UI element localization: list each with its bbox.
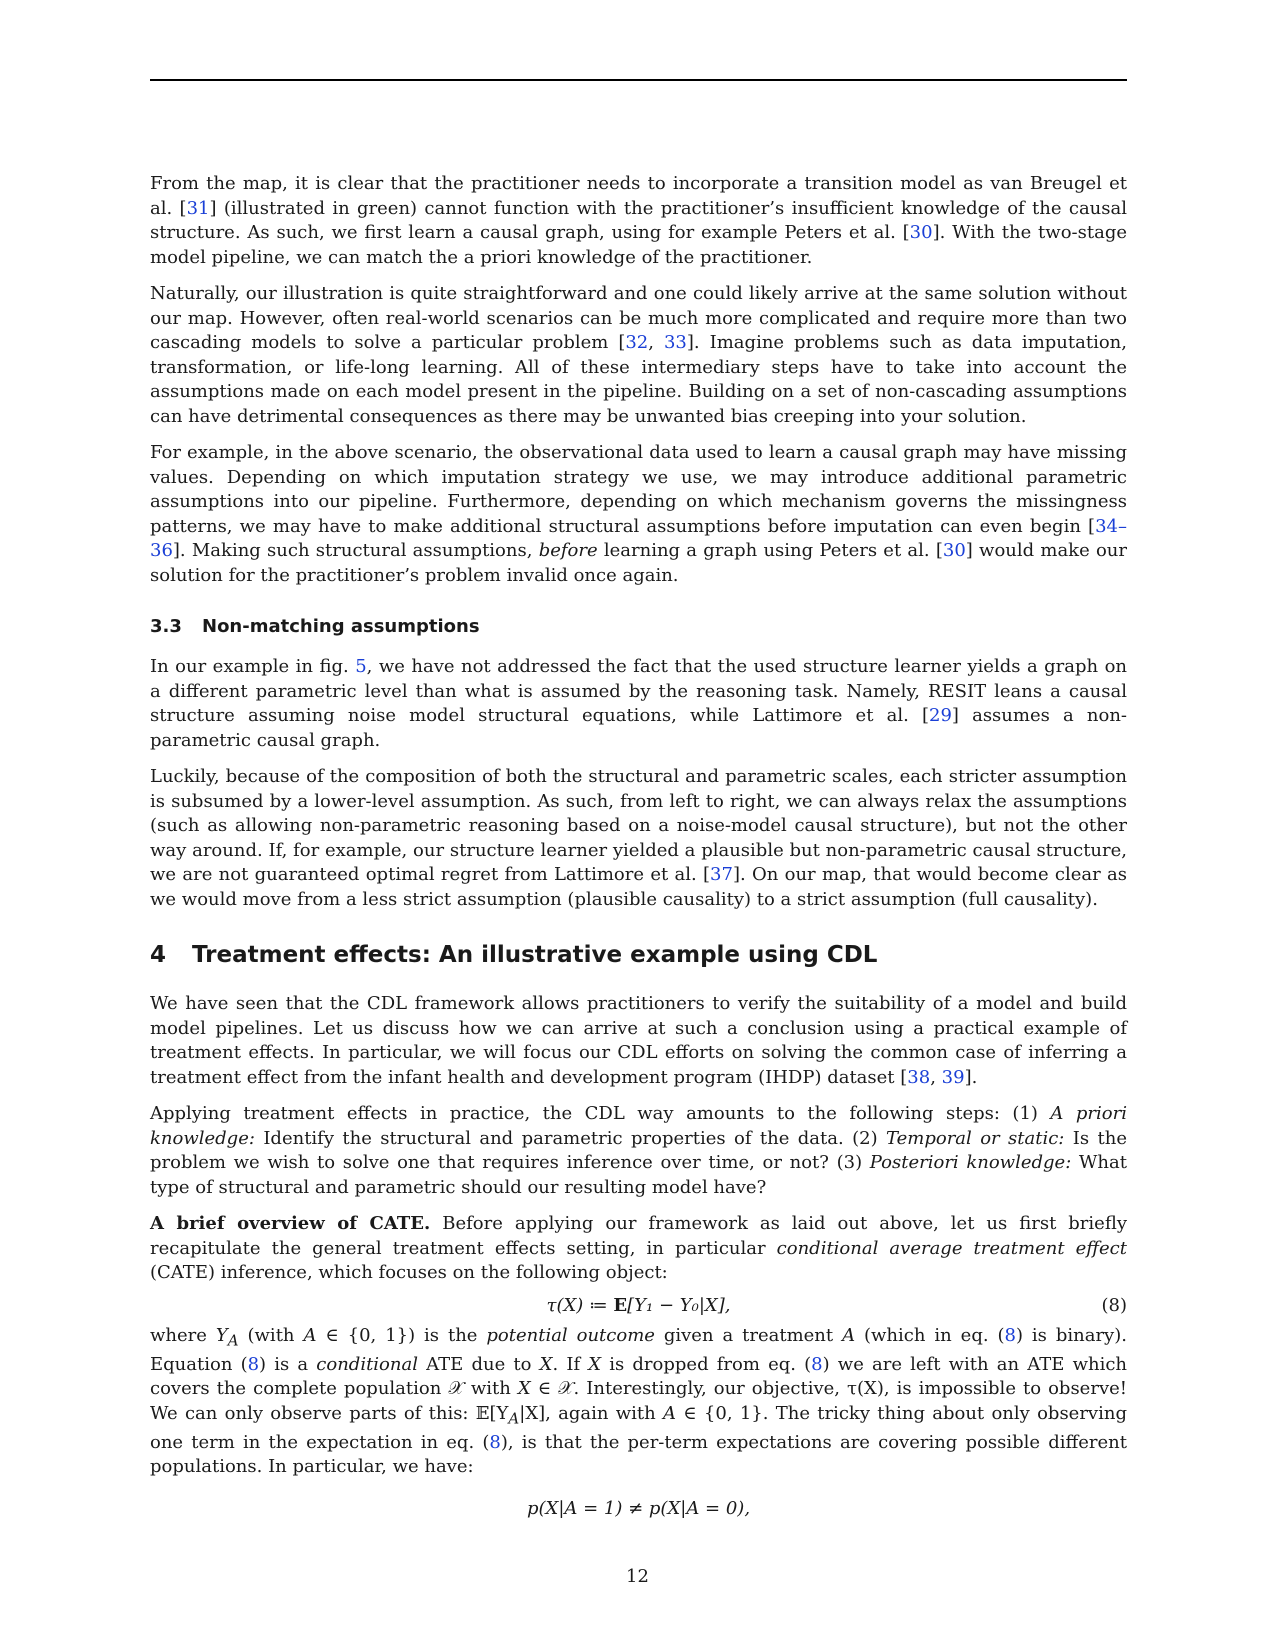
citation-link[interactable]: 31 xyxy=(186,197,210,219)
paragraph-missing-values: For example, in the above scenario, the observational data used to learn a causal graph may have missing values. Depending on which imputation strategy we use, we may introduce additional parametric assumptions into our pipeline. Furthermore, depending on which mechanism governs the missingness patterns, we may have to make additional structural assumptions before imputation can even begin [34–36]. Making such structural assumptions, before learning a graph using Peters et al. [30] would make our solution for the practitioner’s problem invalid once again. xyxy=(150,442,1127,586)
equation-link[interactable]: 8 xyxy=(1004,1324,1016,1346)
equation-link[interactable]: 8 xyxy=(489,1431,501,1453)
citation-link[interactable]: 38 xyxy=(907,1066,931,1088)
paragraph-cate-overview: A brief overview of CATE. Before applying our framework as laid out above, let us first briefly recapitulate the general treatment effects setting, in particular conditional average treatment effect (CATE) inference, which focuses on the following object: xyxy=(150,1213,1127,1283)
paragraph-potential-outcome: where $Y_A$ (with A ∈ {0, 1}) is the potential outcome given a treatment A (which in eq. (8) is binary). Equation (8) is a conditional ATE due to X. If X is dropped from eq. (8) we are left with an ATE which covers the complete population 𝒳 with X ∈ 𝒳. Interestingly, our objective, τ(X), is impossible to observe! We can only observe parts of this: $𝔼[Y_A|X]$, again with A ∈ {0, 1}. The tricky thing about only observing one term in the expectation in eq. (8), is that the per-term expectations are covering possible different populations. In particular, we have: xyxy=(150,1324,1127,1478)
page-body xyxy=(150,172,1127,1519)
paragraph-non-matching: In our example in fig. 5, we have not addressed the fact that the used structure learner yields a graph on a different parametric level than what is assumed by the reasoning task. Namely, RESIT leans a causal structure assuming noise model structural equations, while Lattimore et al. [29] assumes a non-parametric causal graph. xyxy=(150,656,1128,751)
figure-link[interactable]: 5 xyxy=(355,656,367,677)
paragraph-relax-assumptions: Luckily, because of the composition of both the structural and parametric scales, each stricter assumption is subsumed by a lower-level assumption. As such, from left to right, we can always relax the assumptions (such as allowing non-parametric reasoning based on a noise-model causal structure), but not the other way around. If, for example, our structure learner yielded a plausible but non-parametric causal structure, we are not guaranteed optimal regret from Lattimore et al. [37]. On our map, that would become clear as we would move from a less strict assumption (plausible causality) to a strict assumption (full causality). xyxy=(150,766,1127,910)
paragraph-lead: A brief overview of CATE. xyxy=(150,1213,431,1234)
citation-link[interactable]: 30 xyxy=(942,540,966,561)
equation-number: (8) xyxy=(1101,1294,1127,1316)
section-heading-4 xyxy=(150,942,1127,968)
citation-link[interactable]: 29 xyxy=(929,705,952,726)
equation-link[interactable]: 8 xyxy=(811,1353,823,1375)
section-number: 4 xyxy=(150,942,167,968)
section-title: Treatment effects: An illustrative example using CDL xyxy=(192,942,878,968)
section-heading-3-3 xyxy=(150,616,1127,637)
paragraph-cdl-steps: Applying treatment effects in practice, the CDL way amounts to the following steps: (1) A priori knowledge: Identify the structural and parametric properties of the data. (2) Temporal or static: Is the problem we wish to solve one that requires inference over time, or not? (3) Posteriori knowledge: What type of structural and parametric should our resulting model have? xyxy=(150,1103,1127,1198)
header-rule xyxy=(150,79,1127,81)
section-number: 3.3 xyxy=(150,616,182,637)
citation-link[interactable]: 39 xyxy=(941,1066,965,1088)
citation-link[interactable]: 34–36 xyxy=(150,515,1127,561)
equation-8: τ(X) ≔ E[Y₁ − Y₀|X], (8) xyxy=(546,1294,1127,1316)
section-title: Non-matching assumptions xyxy=(202,616,480,637)
paragraph-cascading-models: Naturally, our illustration is quite straightforward and one could likely arrive at the same solution without our map. However, often real-world scenarios can be much more complicated and require more than two cascading models to solve a particular problem [32, 33]. Imagine problems such as data imputation, transformation, or life-long learning. All of these intermediary steps have to take into account the assumptions made on each model present in the pipeline. Building on a set of non-cascading assumptions can have detrimental consequences as there may be unwanted bias creeping into your solution. xyxy=(150,283,1127,427)
citation-link[interactable]: 37 xyxy=(710,864,733,885)
equation-link[interactable]: 8 xyxy=(247,1353,260,1375)
citation-link[interactable]: 30 xyxy=(909,222,933,243)
equation-population-inequality: p(X|A = 1) ≠ p(X|A = 0), xyxy=(526,1497,751,1519)
paragraph-map-transition: From the map, it is clear that the practitioner needs to incorporate a transition model as van Breugel et al. [31] (illustrated in green) cannot function with the practitioner’s insufficient knowledge of the causal structure. As such, we first learn a causal graph, using for example Peters et al. [30]. With the two-stage model pipeline, we can match the a priori knowledge of the practitioner. xyxy=(150,173,1127,268)
paragraph-cdl-framework: We have seen that the CDL framework allows practitioners to verify the suitability of a model and build model pipelines. Let us discuss how we can arrive at such a conclusion using a practical example of treatment effects. In particular, we will focus our CDL efforts on solving the common case of inferring a treatment effect from the infant health and development program (IHDP) dataset [38, 39]. xyxy=(150,993,1127,1088)
citation-link[interactable]: 32 xyxy=(625,332,649,353)
page-number: 12 xyxy=(626,1566,649,1587)
citation-link[interactable]: 33 xyxy=(663,332,687,353)
